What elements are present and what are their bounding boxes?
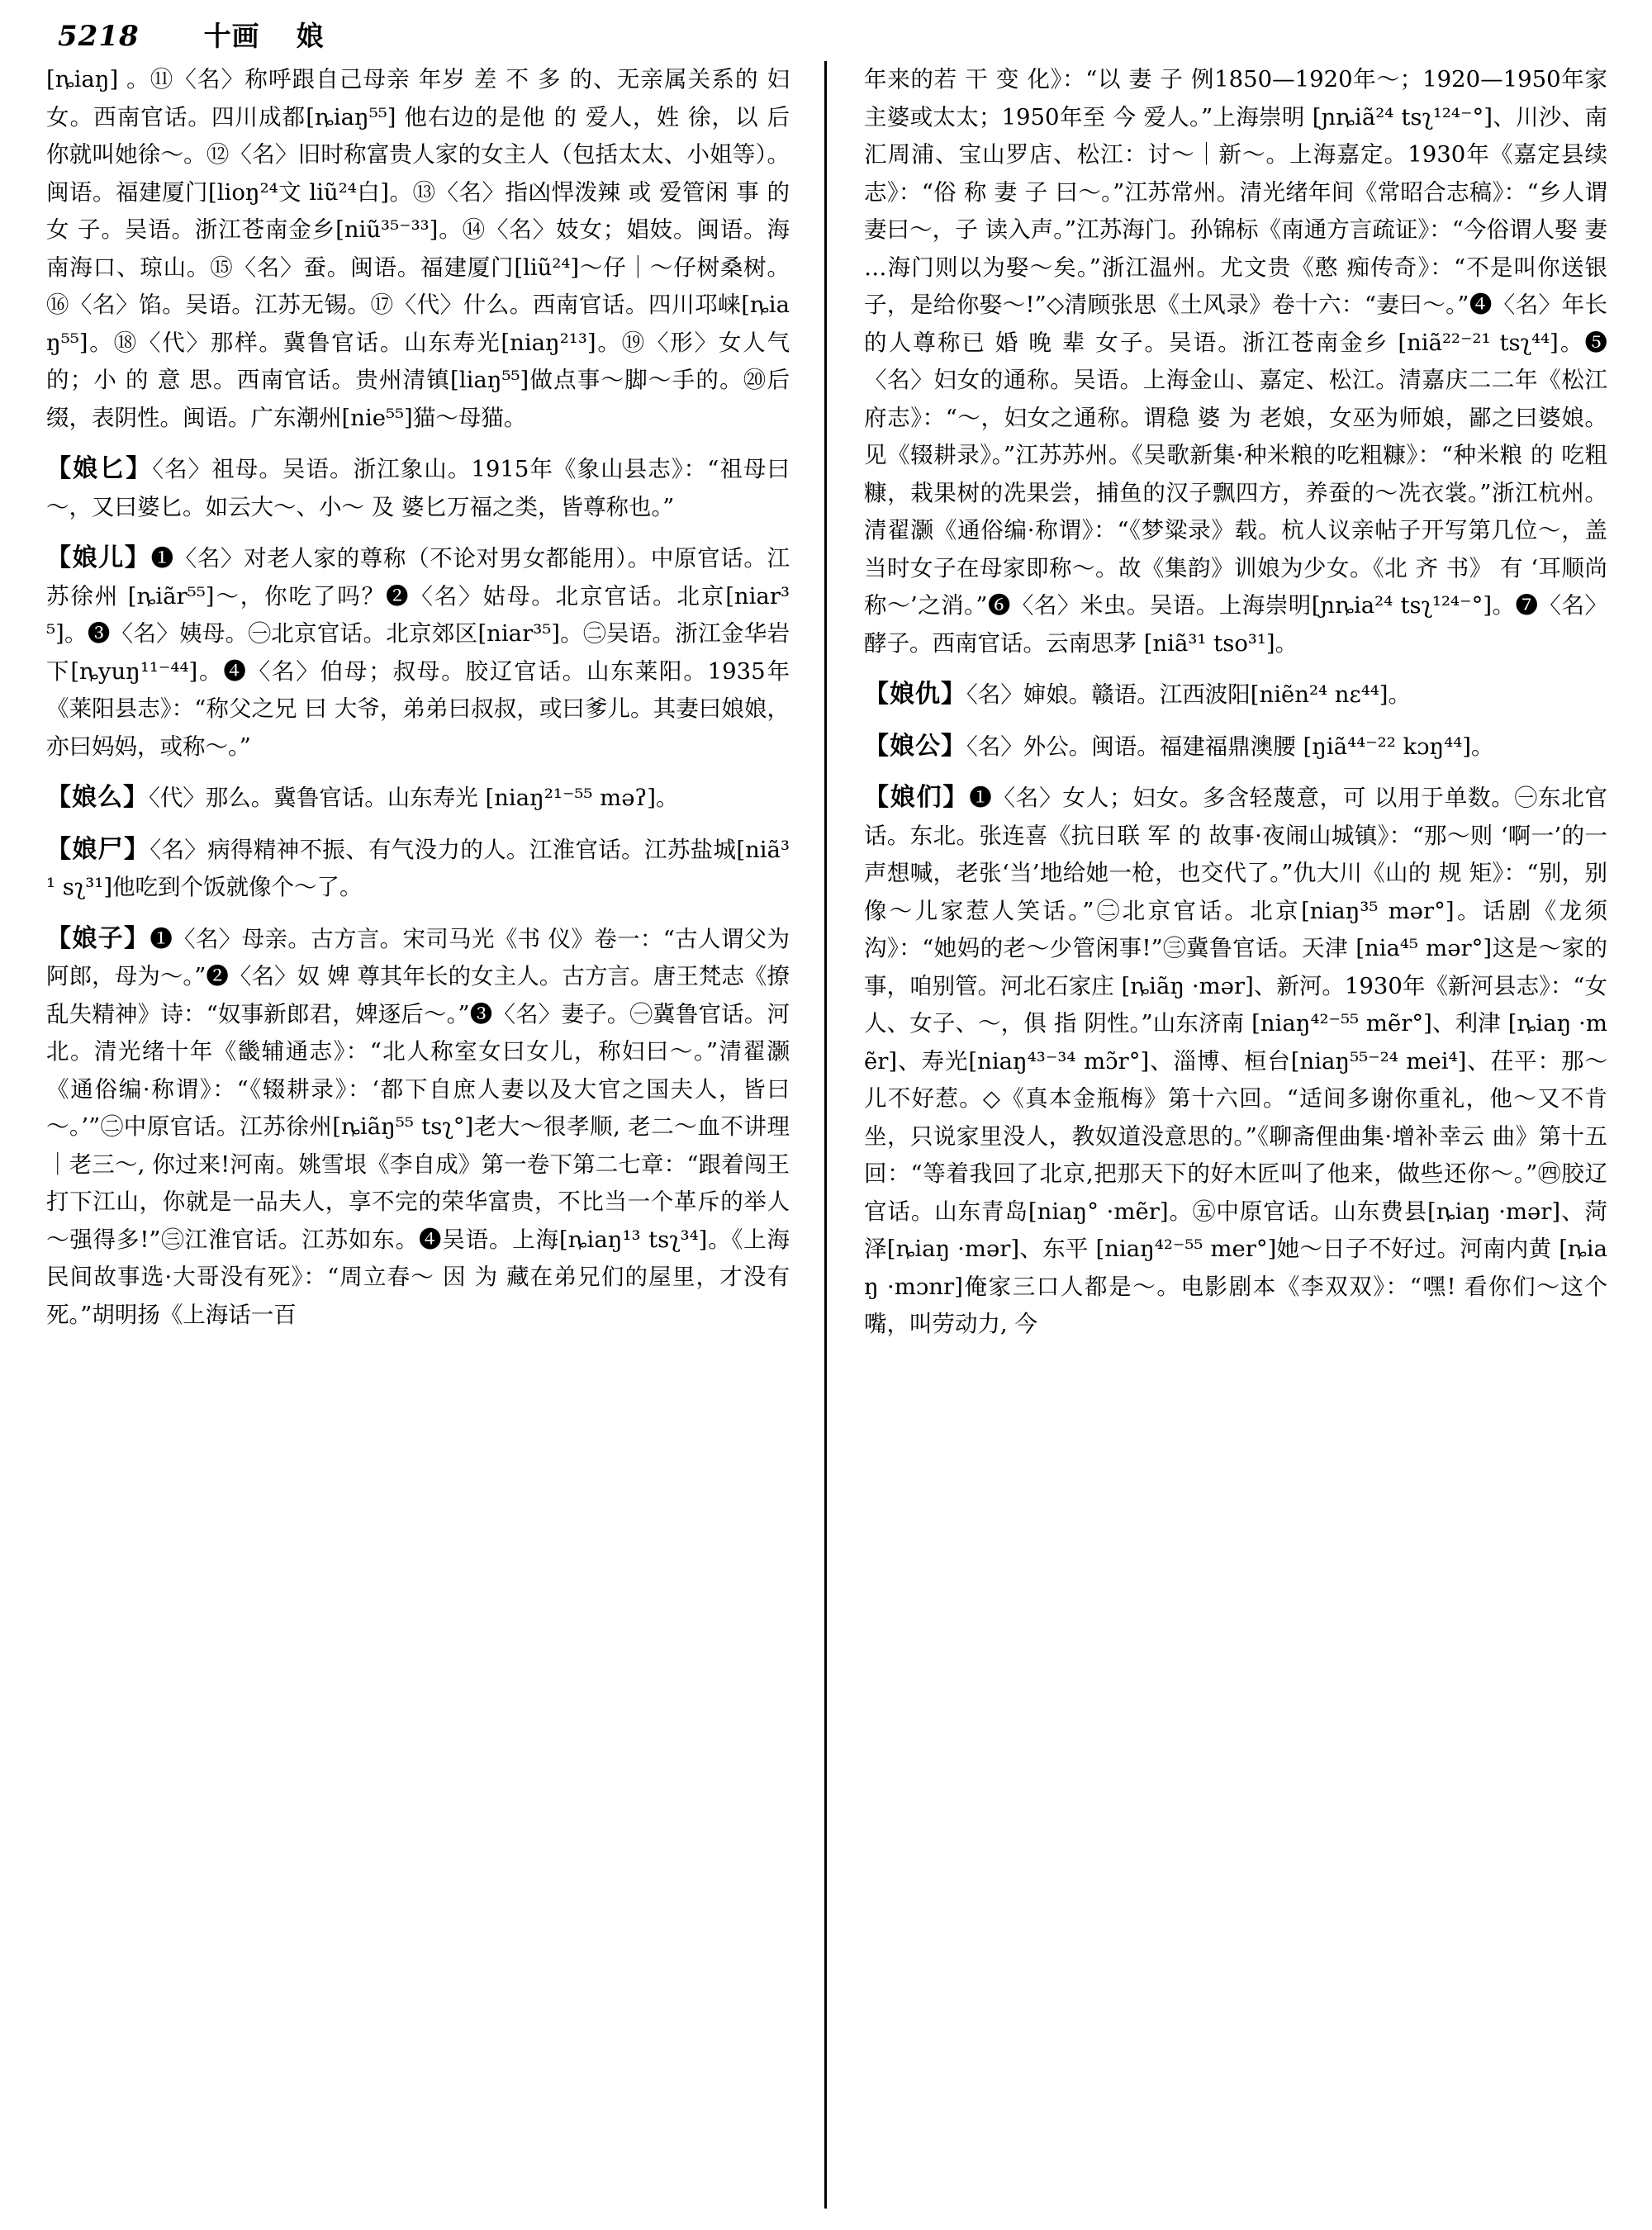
- radical-label: 十画: [203, 20, 260, 52]
- entry-body: 〈名〉婶娘。赣语。江西波阳[niẽn²⁴ nɛ⁴⁴]。: [966, 681, 1411, 708]
- entry-headword: 【娘么】: [46, 783, 149, 812]
- entry-niang-men: [864, 779, 1607, 1344]
- right-column: [864, 61, 1607, 2217]
- entry-body: 〈代〉那么。冀鲁官话。山东寿光 [niaŋ²¹⁻⁵⁵ məʔ]。: [149, 785, 679, 811]
- entry-body: 〈名〉病得精神不振、有气没力的人。江淮官话。江苏盐城[niã³¹ sʅ³¹]他吃到个饭就像个～了。: [46, 836, 790, 900]
- entry-body: [ȵiaŋ] 。⑪〈名〉称呼跟自己母亲 年岁 差 不 多 的、无亲属关系的 妇 女。西南官话。四川成都[ȵiaŋ⁵⁵] 他右边的是他 的 爱人，姓 徐，以 后 你就叫她徐～。⑫〈名〉旧时称富贵人家的女主人（包括太太、小姐等）。闽语。福建厦门[lioŋ²⁴文 liũ²⁴白]。⑬〈名〉指凶悍泼辣 或 爱管闲 事 的 女 子。吴语。浙江苍南金乡[niũ³⁵⁻³³]。⑭〈名〉妓女；娼妓。闽语。海南海口、琼山。⑮〈名〉蚕。闽语。福建厦门[liũ²⁴]～仔｜～仔树桑树。⑯〈名〉馅。吴语。江苏无锡。⑰〈代〉什么。西南官话。四川邛崃[ȵiaŋ⁵⁵]。⑱〈代〉那样。冀鲁官话。山东寿光[niaŋ²¹³]。⑲〈形〉女人气的；小 的 意 思。西南官话。贵州清镇[liaŋ⁵⁵]做点事～脚～手的。⑳后缀，表阴性。闽语。广东潮州[nie⁵⁵]猫～母猫。: [46, 66, 790, 431]
- entry-body: 〈名〉外公。闽语。福建福鼎澳腰 [ŋiã⁴⁴⁻²² kɔŋ⁴⁴]。: [966, 733, 1494, 760]
- entry-niang-chou: [864, 676, 1607, 714]
- entry-headword: 【娘尸】: [46, 834, 150, 864]
- entry-body: ❶〈名〉对老人家的尊称（不论对男女都能用）。中原官话。江苏徐州 [ȵiãr⁵⁵]～，你吃了吗？❷〈名〉姑母。北京官话。北京[niar³⁵]。❸〈名〉姨母。㊀北京官话。北京郊区[niar³⁵]。㊁吴语。浙江金华岩下[ȵyuŋ¹¹⁻⁴⁴]。❹〈名〉伯母；叔母。胶辽官话。山东莱阳。1935年《莱阳县志》：“称父之兄 曰 大爷，弟弟曰叔叔，或曰爹儿。其妻曰娘娘，亦曰妈妈，或称～。”: [46, 545, 790, 760]
- entry-niang-me: [46, 779, 790, 818]
- entry-body: ❶〈名〉女人；妇女。多含轻蔑意，可 以用于单数。㊀东北官话。东北。张连喜《抗日联 军 的 故事·夜闹山城镇》：“那～则 ‘啊一’的一声想喊，老张‘当’地给她一枪，也交代了。”仇大川《山的 规 矩》：“别，别像～儿家惹人笑话。”㊁北京官话。北京[niaŋ³⁵ mər°]。话剧《龙须沟》：“她妈的老～少管闲事!”㊂冀鲁官话。天津 [nia⁴⁵ mər°]这是～家的事，咱别管。河北石家庄 [ȵiãŋ ·mər]、新河。1930年《新河县志》：“女人、女子、～，俱 指 阴性。”山东济南 [niaŋ⁴²⁻⁵⁵ mẽr°]、利津 [ȵiaŋ ·mẽr]、寿光[niaŋ⁴³⁻³⁴ mɔ̃r°]、淄博、桓台[niaŋ⁵⁵⁻²⁴ mei⁴]、茌平：那～儿不好惹。◇《真本金瓶梅》第十六回。“适间多谢你重礼，他～又不肯坐，只说家里没人，教奴道没意思的。”《聊斋俚曲集·增补幸云 曲》第十五回：“等着我回了北京,把那天下的好木匠叫了他来，做些还你～。”㊃胶辽官话。山东青岛[niaŋ° ·mẽr]。㊄中原官话。山东费县[ȵiaŋ ·mər]、菏泽[ȵiaŋ ·mər]、东平 [niaŋ⁴²⁻⁵⁵ mer°]她～日子不好过。河南内黄 [ȵiaŋ ·mɔnr]俺家三口人都是～。电影剧本《李双双》：“嘿! 看你们～这个嘴，叫劳动力, 今: [864, 785, 1607, 1337]
- entry-niang-zi: [46, 920, 790, 1335]
- page-number: 5218: [58, 20, 140, 53]
- entry-body: 〈名〉祖母。吴语。浙江象山。1915年《象山县志》：“祖母曰～，又曰婆匕。如云大～、小～ 及 婆匕万福之类，皆尊称也。”: [46, 456, 790, 520]
- entry-headword: 【娘儿】: [46, 543, 151, 572]
- text-columns: [46, 61, 1607, 2217]
- entry-headword: 【娘公】: [864, 731, 966, 761]
- running-head: [58, 15, 1594, 58]
- entry-headword: 【娘子】: [46, 923, 150, 953]
- entry-headword: 【娘们】: [864, 783, 970, 812]
- entry-niang-shi: [46, 831, 790, 907]
- entry-body: 年来的若 干 变 化》：“以 妻 子 例1850—1920年～；1920—1950年家主婆或太太；1950年至 今 爱人。”上海崇明 [ɲȵiã²⁴ tsʅ¹²⁴⁻°]、川沙、南汇周浦、宝山罗店、松江：讨～｜新～。上海嘉定。1930年《嘉定县续志》：“俗 称 妻 子 曰～。”江苏常州。清光绪年间《常昭合志稿》：“乡人谓妻曰～，子 读入声。”江苏海门。孙锦标《南通方言疏证》：“今俗谓人娶 妻 …海门则以为娶～矣。”浙江温州。尤文贵《憨 痴传奇》：“不是叫你送银子，是给你娶～!”◇清顾张思《土风录》卷十六：“妻曰～。”❹〈名〉年长的人尊称已 婚 晚 辈 女子。吴语。浙江苍南金乡 [niã²²⁻²¹ tsʅ⁴⁴]。❺〈名〉妇女的通称。吴语。上海金山、嘉定、松江。清嘉庆二二年《松江府志》：“～，妇女之通称。谓稳 婆 为 老娘，女巫为师娘，鄙之曰婆娘。见《辍耕录》。”江苏苏州。《吴歌新集·种米粮的吃粗糠》：“种米粮 的 吃粗糠，栽果树的冼果尝，捕鱼的汉子飘四方，养蚕的～冼衣裳。”浙江杭州。清翟灏《通俗编·称谓》：“《梦粱录》载。杭人议亲帖子开写第几位～，盖当时女子在母家即称～。故《集韵》训娘为少女。《北 齐 书》 有 ‘耳顺尚称～’之消。”❻〈名〉米虫。吴语。上海崇明[ɲȵia²⁴ tsʅ¹²⁴⁻°]。❼〈名〉酵子。西南官话。云南思茅 [niã³¹ tso³¹]。: [864, 66, 1607, 657]
- entry-niang-bi: [46, 450, 790, 526]
- entry-headword: 【娘仇】: [864, 680, 966, 709]
- left-column: [46, 61, 790, 2217]
- head-character: 娘: [296, 20, 325, 52]
- entry-body: ❶〈名〉母亲。古方言。宋司马光《书 仪》卷一：“古人谓父为阿郎，母为～。”❷〈名〉奴 婢 尊其年长的女主人。古方言。唐王梵志《撩乱失精神》诗：“奴事新郎君，婢逐后～。”❸〈名〉妻子。㊀冀鲁官话。河北。清光绪十年《畿辅通志》：“北人称室女曰女儿，称妇曰～。”清翟灏《通俗编·称谓》：“《辍耕录》：‘都下自庶人妻以及大官之国夫人，皆曰～。’”㊁中原官话。江苏徐州[ȵiãŋ⁵⁵ tsʅ°]老大～很孝顺, 老二～血不讲理｜老三～, 你过来!河南。姚雪垠《李自成》第一卷下第二七章：“跟着闯王打下江山，你就是一品夫人，享不完的荣华富贵，不比当一个革斥的举人～强得多!”㊂江淮官话。江苏如东。❹吴语。上海[ȵiaŋ¹³ tsʅ³⁴]。《上海 民间故事选·大哥没有死》：“周立春～ 因 为 藏在弟兄们的屋里，才没有死。”胡明扬《上海话一百: [46, 925, 790, 1328]
- entry-niang-er: [46, 539, 790, 766]
- entry-headword: 【娘匕】: [46, 454, 153, 483]
- entry-niang-gong: [864, 728, 1607, 766]
- entry-continuation-right: [864, 61, 1607, 662]
- entry-continuation: [46, 61, 790, 437]
